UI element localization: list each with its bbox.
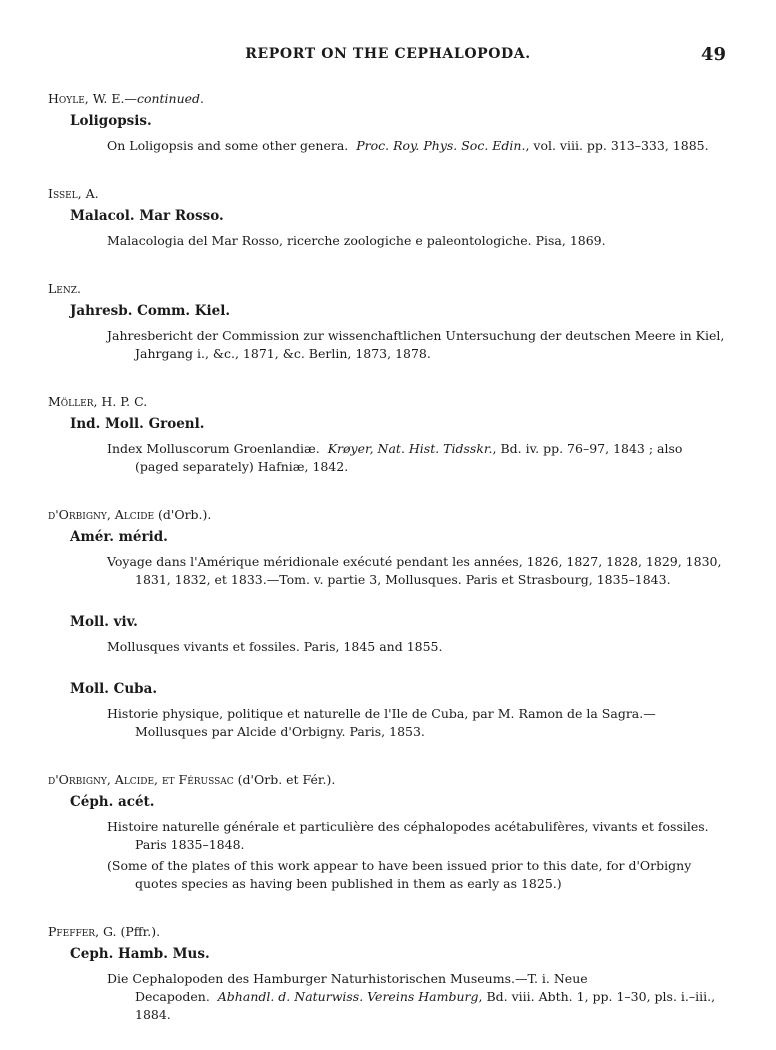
page-number: 49: [700, 44, 726, 65]
bibliography: [0, 90, 776, 1024]
citation-note: (Some of the plates of this work appear to have been issued prior to this date, for d'Orbigny quotes species as having been published in them as early as 1825.): [107, 858, 692, 891]
abbreviation: Amér. mérid.: [70, 529, 168, 545]
author-line: Lenz.: [48, 281, 81, 296]
author-line: Issel, A.: [48, 186, 99, 201]
citation: Mollusques vivants et fossiles. Paris, 1845 and 1855.: [107, 639, 443, 654]
running-title: REPORT ON THE CEPHALOPODA.: [245, 46, 531, 62]
citation: Index Molluscorum Groenlandiæ. Krøyer, Nat. Hist. Tidsskr., Bd. iv. pp. 76–97, 1843 ; also (paged separately) Hafniæ, 1842.: [107, 441, 683, 474]
abbreviation: Malacol. Mar Rosso.: [70, 208, 224, 224]
citation: Histoire naturelle générale et particulière des céphalopodes acétabulifères, vivants et fossiles. Paris 1835–1848.: [107, 819, 709, 852]
citation: On Loligopsis and some other genera. Proc. Roy. Phys. Soc. Edin., vol. viii. pp. 313–333, 1885.: [107, 138, 709, 153]
author-line: Pfeffer, G. (Pffr.).: [48, 924, 161, 939]
abbreviation: Jahresb. Comm. Kiel.: [70, 303, 231, 319]
author-line: Möller, H. P. C.: [48, 394, 148, 409]
citation: Historie physique, politique et naturelle de l'Ile de Cuba, par M. Ramon de la Sagra.—Mollusques par Alcide d'Orbigny. Paris, 1853.: [107, 706, 656, 739]
citation: Voyage dans l'Amérique méridionale exécuté pendant les années, 1826, 1827, 1828, 1829, 1830, 1831, 1832, et 1833.—Tom. v. partie 3, Mollusques. Paris et Strasbourg, 1835–1843.: [107, 554, 722, 587]
abbreviation: Moll. Cuba.: [70, 681, 158, 697]
entry-pfeffer: [0, 923, 776, 1024]
abbreviation: Moll. viv.: [70, 614, 138, 630]
abbreviation: Ceph. Hamb. Mus.: [70, 946, 210, 962]
author-line: d'Orbigny, Alcide (d'Orb.).: [48, 507, 212, 522]
citation: Jahresbericht der Commission zur wissenchaftlichen Untersuchung der deutschen Meere in Kiel, Jahrgang i., &c., 1871, &c. Berlin, 1873, 1878.: [107, 328, 725, 361]
entry-lenz: [0, 280, 776, 363]
abbreviation: Céph. acét.: [70, 794, 155, 810]
entry-dorbigny-moll-cuba: [0, 680, 776, 741]
citation: Malacologia del Mar Rosso, ricerche zoologiche e paleontologiche. Pisa, 1869.: [107, 233, 606, 248]
entry-issel: [0, 185, 776, 250]
entry-dorbigny-ferussac: [0, 771, 776, 893]
running-head: [0, 44, 776, 68]
citation: Die Cephalopoden des Hamburger Naturhistorischen Museums.—T. i. Neue Decapoden. Abhandl. d. Naturwiss. Vereins Hamburg, Bd. viii. Abth. 1, pp. 1–30, pls. i.–iii., 1884.: [107, 971, 716, 1022]
entry-dorbigny-moll-viv: [0, 613, 776, 656]
entry-dorbigny: [0, 506, 776, 589]
entry-hoyle: [0, 90, 776, 155]
entry-moller: [0, 393, 776, 476]
author-line: d'Orbigny, Alcide, et Férussac (d'Orb. et Fér.).: [48, 772, 336, 787]
abbreviation: Loligopsis.: [70, 113, 152, 129]
abbreviation: Ind. Moll. Groenl.: [70, 416, 205, 432]
author-line: Hoyle, W. E.—continued.: [48, 91, 205, 106]
